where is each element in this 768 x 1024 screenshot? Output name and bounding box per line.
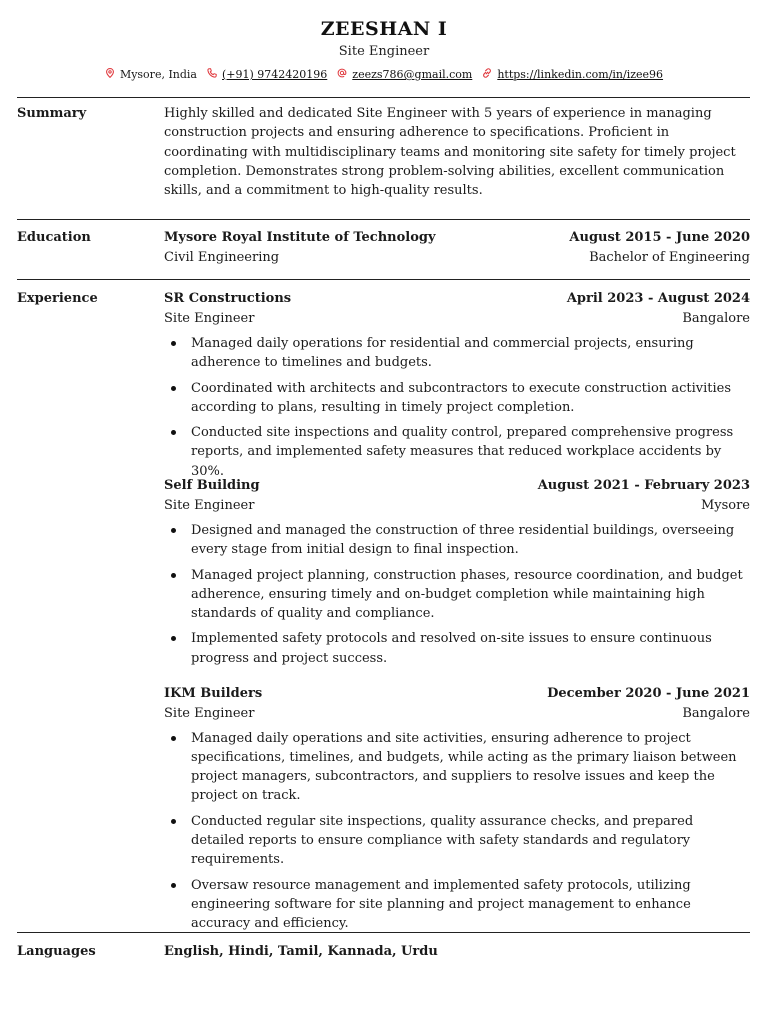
education-entry [164, 228, 750, 267]
job-entry [164, 684, 750, 939]
job-bullet: Managed daily operations and site activities, ensuring adherence to project specifications, timelines, and budgets, while acting as the primary liaison between project managers, subcontractors, and suppliers to resolve issues and keep the project on track. [191, 729, 750, 805]
job-location: Mysore [700, 497, 750, 513]
location-pin-icon [105, 68, 115, 82]
job-location: Bangalore [682, 705, 750, 721]
experience-section [17, 279, 750, 933]
job-bullet: Conducted site inspections and quality control, prepared comprehensive progress reports, and implemented safety measures that reduced workplace accidents by 30%. [191, 423, 750, 480]
resume-header [0, 16, 768, 82]
education-institution: Mysore Royal Institute of Technology [164, 230, 436, 245]
education-heading: Education [17, 230, 91, 245]
job-company: Self Building [164, 478, 260, 493]
candidate-title: Site Engineer [338, 44, 430, 59]
location-text: Mysore, India [119, 68, 197, 81]
job-role: Site Engineer [164, 497, 255, 513]
contact-linkedin[interactable] [482, 68, 663, 82]
summary-text: Highly skilled and dedicated Site Engineer with 5 years of experience in managing construction projects and ensuring adherence to specifications. Proficient in coordinating with multidisciplinary teams and monitoring site safety for timely project completion. Demonstrates strong problem-solving abilities, excellent communication skills, and a commitment to high-quality results. [164, 106, 736, 199]
job-dates: December 2020 - June 2021 [547, 686, 750, 701]
phone-link[interactable]: (+91) 9742420196 [222, 68, 328, 81]
linkedin-link[interactable]: https://linkedin.com/in/izee96 [497, 68, 664, 81]
languages-list: English, Hindi, Tamil, Kannada, Urdu [164, 944, 438, 959]
job-bullet: Coordinated with architects and subcontractors to execute construction activities according to plans, resulting in timely project completion. [191, 379, 750, 417]
job-bullets [164, 729, 750, 933]
education-dates: August 2015 - June 2020 [569, 230, 750, 245]
job-bullet: Managed project planning, construction phases, resource coordination, and budget adherence, ensuring timely and on-budget completion while maintaining high standards of quality and compliance. [191, 566, 750, 623]
job-location: Bangalore [682, 310, 750, 326]
at-sign-icon [337, 68, 347, 82]
phone-icon [207, 68, 217, 82]
job-role: Site Engineer [164, 310, 255, 326]
job-company: IKM Builders [164, 686, 263, 701]
job-entry [164, 289, 750, 487]
job-bullets [164, 334, 750, 481]
experience-heading: Experience [17, 291, 98, 306]
contact-phone[interactable] [207, 68, 327, 82]
job-bullet: Designed and managed the construction of three residential buildings, overseeing every stage from initial design to final inspection. [191, 521, 750, 559]
job-bullets [164, 521, 750, 668]
languages-section [17, 932, 750, 993]
job-dates: April 2023 - August 2024 [566, 291, 750, 306]
link-icon [482, 68, 492, 82]
education-field: Civil Engineering [164, 249, 280, 265]
education-degree: Bachelor of Engineering [589, 249, 750, 265]
job-role: Site Engineer [164, 705, 255, 721]
email-link[interactable]: zeezs786@gmail.com [352, 68, 473, 81]
job-bullet: Conducted regular site inspections, quality assurance checks, and prepared detailed reports to ensure compliance with safety standards and regulatory requirements. [191, 812, 750, 869]
summary-section [17, 97, 750, 220]
job-bullet: Oversaw resource management and implemented safety protocols, utilizing engineering software for site planning and project management to enhance accuracy and efficiency. [191, 876, 750, 933]
job-company: SR Constructions [164, 291, 292, 306]
job-dates: August 2021 - February 2023 [537, 478, 750, 493]
contact-bar [0, 68, 768, 82]
contact-email[interactable] [337, 68, 472, 82]
summary-heading: Summary [17, 106, 87, 121]
job-entry [164, 476, 750, 674]
job-bullet: Implemented safety protocols and resolved on-site issues to ensure continuous progress and project success. [191, 629, 750, 667]
candidate-name: ZEESHAN I [320, 18, 448, 40]
education-section [17, 219, 750, 280]
contact-location [105, 68, 197, 82]
languages-heading: Languages [17, 944, 96, 959]
job-bullet: Managed daily operations for residential and commercial projects, ensuring adherence to timelines and budgets. [191, 334, 750, 372]
